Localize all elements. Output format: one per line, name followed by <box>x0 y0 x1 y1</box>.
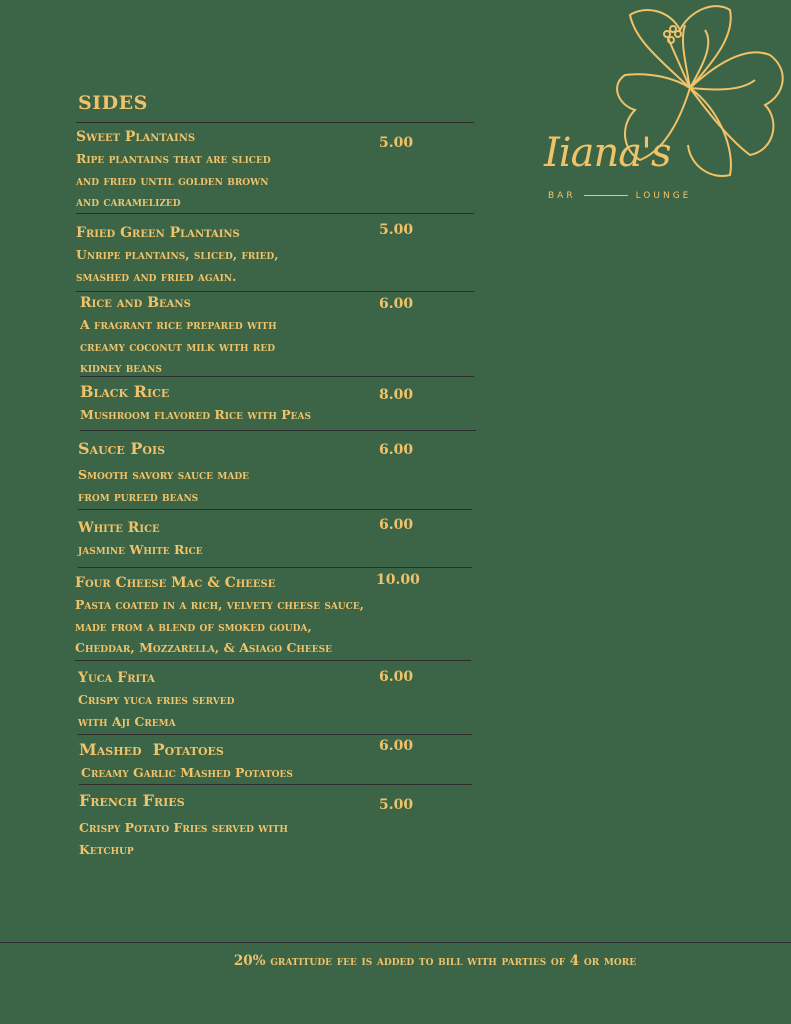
menu-item <box>79 738 472 785</box>
menu-item <box>78 667 472 735</box>
item-name: Four Cheese Mac & Cheese <box>75 575 276 591</box>
item-description: Crispy yuca fries served with Aji Crema <box>78 692 235 729</box>
item-name: Fried Green Plantains <box>76 225 240 241</box>
item-description: Unripe plantains, sliced, fried, smashed and fried again. <box>76 247 279 284</box>
item-price: 10.00 <box>376 572 420 588</box>
item-price: 6.00 <box>379 669 414 685</box>
item-price: 8.00 <box>379 387 414 403</box>
menu-item <box>76 126 474 214</box>
item-price: 6.00 <box>379 517 414 533</box>
brand-tagline <box>548 191 691 201</box>
item-description: Smooth savory sauce made from pureed beans <box>78 467 250 504</box>
gratuity-note: 20% gratitude fee is added to bill with parties of 4 or more <box>233 953 637 969</box>
footer-divider <box>0 942 791 943</box>
item-name: White Rice <box>78 520 160 536</box>
item-description: jasmine White Rice <box>78 542 203 557</box>
section-title: SIDES <box>78 92 148 114</box>
brand-left-word: BAR <box>548 191 576 201</box>
menu-item <box>79 789 472 859</box>
item-name: Sweet Plantains <box>76 129 196 145</box>
item-name: French Fries <box>79 791 185 810</box>
item-description: A fragrant rice prepared with creamy coconut milk with red kidney beans <box>80 317 277 375</box>
item-price: 6.00 <box>379 442 414 458</box>
item-description: Crispy Potato Fries served with Ketchup <box>79 820 288 857</box>
brand-right-word: LOUNGE <box>635 191 692 201</box>
item-price: 5.00 <box>379 797 414 813</box>
item-name: Mashed Potatoes <box>79 740 224 759</box>
item-price: 6.00 <box>379 738 414 754</box>
menu-item <box>80 292 474 377</box>
item-price: 5.00 <box>379 222 414 238</box>
item-description: Mushroom flavored Rice with Peas <box>80 407 311 422</box>
item-name: Yuca Frita <box>78 670 155 686</box>
brand-logo <box>540 0 791 210</box>
divider <box>76 122 474 123</box>
menu-item <box>78 517 472 568</box>
item-description: Ripe plantains that are sliced and fried until golden brown and caramelized <box>76 151 271 209</box>
tagline-divider <box>584 195 628 196</box>
item-name: Sauce Pois <box>78 439 166 458</box>
menu-item <box>78 437 472 510</box>
item-price: 5.00 <box>379 135 414 151</box>
menu-item <box>75 572 471 661</box>
item-name: Black Rice <box>80 382 170 401</box>
item-description: Creamy Garlic Mashed Potatoes <box>81 765 293 780</box>
item-description: Pasta coated in a rich, velvety cheese sauce, made from a blend of smoked gouda, Cheddar, Mozzarella, & Asiago Cheese <box>75 597 365 655</box>
menu-item <box>76 222 474 292</box>
brand-name: Iiana's <box>544 130 671 176</box>
item-price: 6.00 <box>379 296 414 312</box>
menu-item <box>80 380 476 431</box>
item-name: Rice and Beans <box>80 295 191 311</box>
